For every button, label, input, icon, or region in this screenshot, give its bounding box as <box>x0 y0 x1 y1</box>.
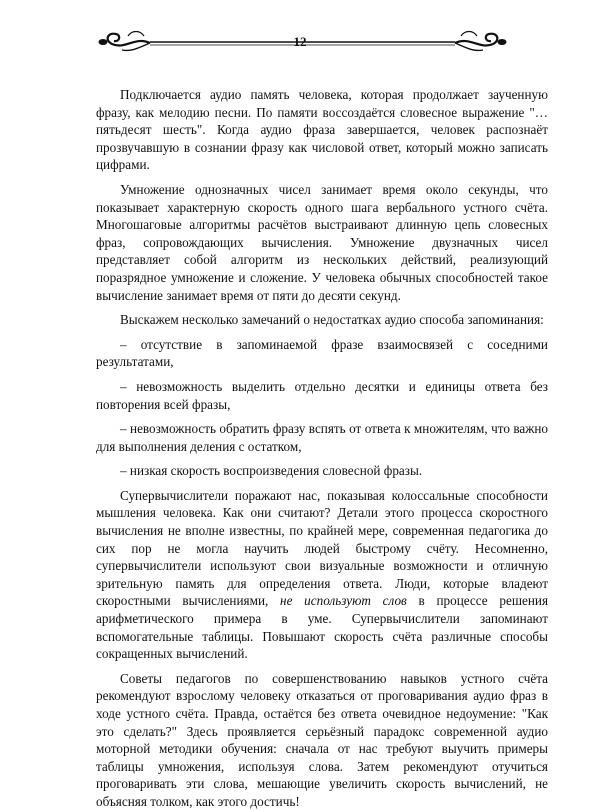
list-item-3: – невозможность обратить фразу вспять от ответа к множителям, что важно для выполнения деления с остатком, <box>96 421 548 454</box>
paragraph-8-emphasis: не используют слов <box>280 593 407 609</box>
list-item-4: – низкая скорость воспроизведения словесной фразы. <box>120 463 423 479</box>
paragraph-2: Умножение однозначных чисел занимает время около секунды, что показывает характерную скорость одного шага вербального устного счёта. Многошаговые алгоритмы расчётов выстраивают длинную цепь словесных фраз, сопровождающих вычисления. Умножение двузначных чисел представляет собой алгоритм из нескольких действий, реализующий поразрядное умножение и сложение. У человека обычных способностей такое вычисление занимает время от пяти до десяти секунд. <box>96 181 548 303</box>
list-item-2: – невозможность выделить отдельно десятки и единицы ответа без повторения всей фразы, <box>96 378 548 412</box>
paragraph-8-part-2: в процессе решения арифметического примера в уме. Супервычислители запоминают вспомогательные таблицы. Повышают скорость счёта различные способы сокращенных вычислений. <box>96 593 549 662</box>
paragraph-8 <box>96 487 548 663</box>
page-number: 12 <box>293 34 307 49</box>
page-header <box>0 0 600 60</box>
ornament-divider <box>0 0 600 60</box>
paragraph-3: Выскажем несколько замечаний о недостатках аудио способа запоминания: <box>120 312 544 328</box>
paragraph-1: Подключается аудио память человека, которая продолжает заученную фразу, как мелодию песни. По памяти воссоздаётся словесное выражение "…пятьдесят шесть". Когда аудио фраза завершается, человек распознаёт прозвучавшую в сознании фразу как числовой ответ, который можно записать цифрами. <box>96 87 548 173</box>
paragraph-8-part-1: Супервычислители поражают нас, показывая колоссальные способности мышления человека. Как они считают? Детали этого процесса скоростного вычисления не вполне известны, по крайней мере, современная педагогика до сих пор не могла научить людей быстрому счёту. Несомненно, супервычислители используют свои визуальные возможности и отличную зрительную память для определения ответа. Люди, которые владеют скоростными вычислениями, <box>96 487 548 609</box>
paragraph-9: Советы педагогов по совершенствованию навыков устного счёта рекомендуют взрослому человеку отказаться от проговаривания аудио фраз в ходе устного счёта. Правда, остаётся без ответа очевидное недоумение: "Как это сделать?" Здесь проявляется серьёзный парадокс современной аудио моторной методики обучения: сначала от нас требуют выучить примеры таблицы умножения, используя слова. Затем рекомендуют отучиться проговаривать эти слова, мешающие увеличить скорость вычислений, не объясняя толком, как этого достичь! <box>96 670 548 809</box>
list-item-1: – отсутствие в запоминаемой фразе взаимосвязей с соседними результатами, <box>96 336 548 370</box>
body-text <box>96 86 548 811</box>
